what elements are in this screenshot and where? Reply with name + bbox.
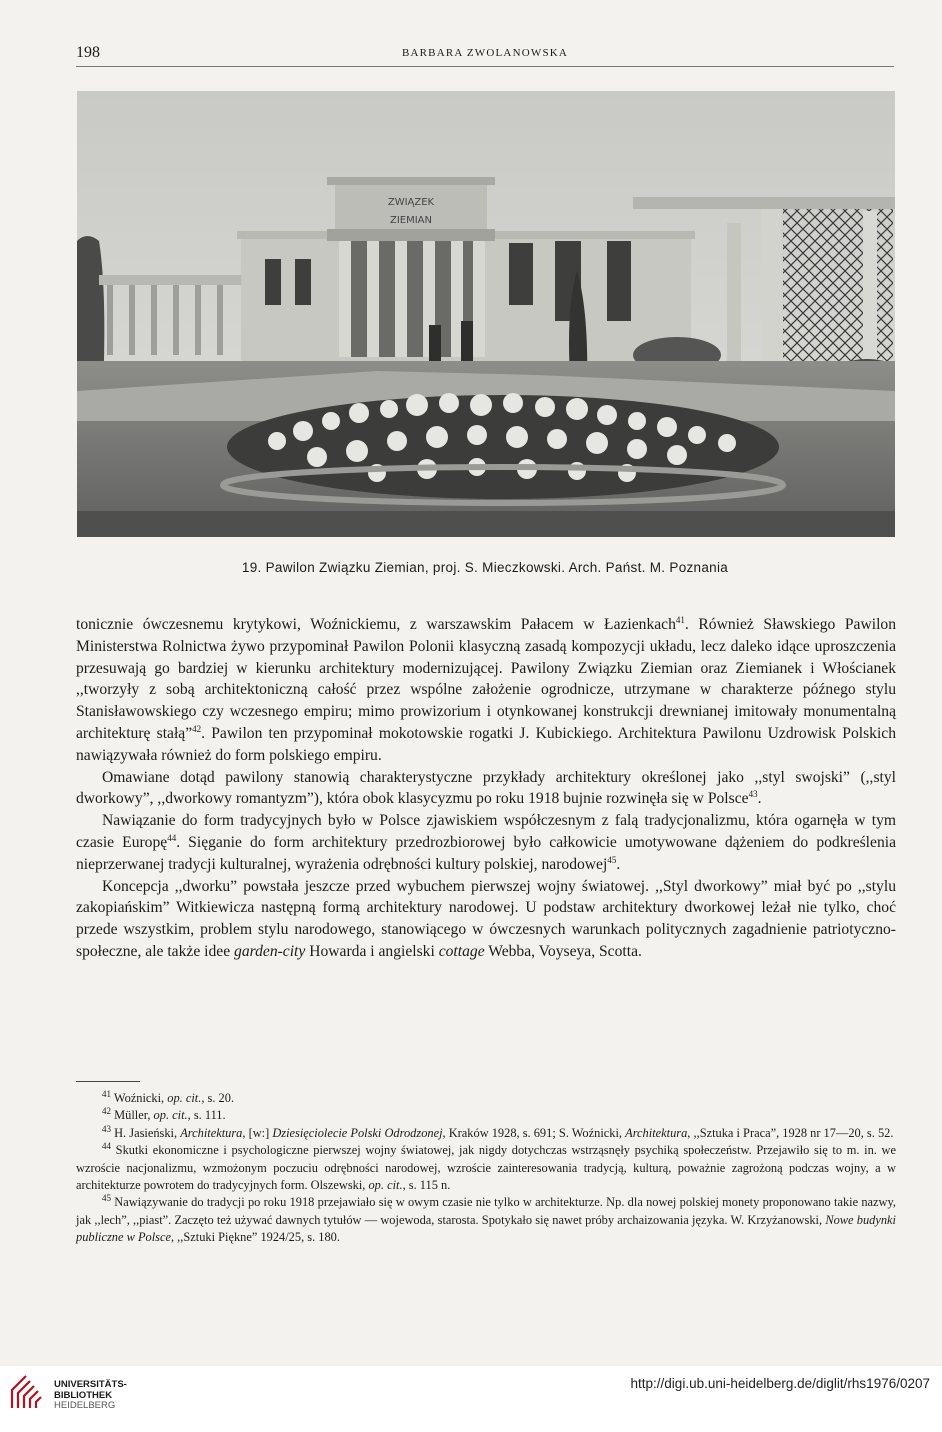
library-name-line2: BIBLIOTHEK <box>54 1389 113 1401</box>
pavilion-photograph <box>77 91 895 537</box>
building-sign-line1: ZWIĄZEK <box>387 197 435 208</box>
running-head: BARBARA ZWOLANOWSKA <box>401 47 569 59</box>
footnote-text: , Kraków 1928, s. 691; S. <box>442 1125 572 1140</box>
footnote-ref-abbrev: op. cit. <box>153 1108 188 1123</box>
paragraph-3 <box>76 810 896 875</box>
footnote-author: Müller, <box>114 1108 151 1123</box>
paragraph-1-text-cont: . Również Sławskiego Pawilon Ministerstwa Rolnictwa żywo przypominał Pawilon Polonii klasyczną zasadą kompozycji układu, lecz daleko idące uproszczenia przesuwają go bardziej w kierunku architektury modernizującej. Pawilony Związku Ziemian oraz Ziemianek i Włościanek ,,tworzyły z sobą architektoniczną całość przez wspólne założenie ogrodnicze, utrzymane w charakterze późnego stylu Stanisławowskiego czy wczesnego empiru; mimo prowizorium i otynkowanej konstrukcji drewnianej imitowały monumentalną architekturę stałą” <box>76 616 896 742</box>
paragraph-1-text: tonicznie ówczesnemu krytykowi, Woźnickiemu, z warszawskim Pałacem w Łazienkach <box>76 616 676 633</box>
footnote-title: Nowe budynki publiczne w Polsce <box>76 1212 896 1245</box>
footnote-title: Architektura <box>625 1125 688 1140</box>
footnote-number: 43 <box>102 1123 111 1134</box>
footnote-41 <box>76 1090 896 1107</box>
paragraph-2-text: Omawiane dotąd pawilony stanowią charakterystyczne przykłady architektury określonej jako ,,styl swojski” (,,styl dworkowy”, ,,dworkowy romantyzm”), która obok klasycyzmu po roku 1918 bujnie rozwinęła się w Polsce <box>76 768 896 808</box>
figure-caption: 19. Pawilon Związku Ziemian, proj. S. Mieczkowski. Arch. Państ. M. Poznania <box>241 560 729 575</box>
paragraph-4 <box>76 876 896 963</box>
footnote-number: 41 <box>102 1088 111 1099</box>
footnote-text: Nawiązywanie do tradycji po roku 1918 przejawiało się w owym czasie nie tylko w architekturze. Np. dla nowej polskiej monety proponowano takie nazwy, jak ,,lech”, ,,piast”. Zaczęto też używać dawnych tytułów — wojewoda, starosta. Spotykało się nawet próby archaizowania języka. W. <box>76 1195 896 1227</box>
footnote-ref-abbrev: op. cit. <box>167 1091 202 1105</box>
footnote-text: , s. 115 n. <box>402 1178 451 1193</box>
footnote-author: Olszewski, <box>310 1178 366 1193</box>
footnote-number: 45 <box>102 1193 111 1204</box>
paragraph-3-text: Nawiązanie do form tradycyjnych było w Polsce zjawiskiem współczesnym z falą tradycjonalizmu, która ogarnęła w tym czasie Europę <box>76 812 896 851</box>
paragraph-2 <box>76 767 896 811</box>
paragraph-4-text-end: Webba, Voyseya, Scotta. <box>484 942 642 960</box>
footnote-44 <box>76 1142 896 1194</box>
page-number: 198 <box>76 44 100 61</box>
footnote-author: Krzyżanowski, <box>747 1212 823 1227</box>
paragraph-4-italic-term: garden-city <box>234 942 306 960</box>
main-body-text <box>76 614 896 963</box>
library-name-line3: HEIDELBERG <box>54 1400 116 1411</box>
footnote-text: , ,,Sztuki Piękne” 1924/25, s. 180. <box>170 1230 340 1245</box>
footnote-ref-45[interactable]: 45 <box>607 854 617 865</box>
footnote-text: , s. 111. <box>187 1108 226 1123</box>
footnote-number: 44 <box>102 1141 111 1152</box>
building-sign-line2: ZIEMIAN <box>389 215 433 226</box>
footnote-author: Woźnicki, <box>571 1125 623 1140</box>
footnote-43 <box>76 1125 896 1142</box>
footnote-ref-abbrev: op. cit. <box>368 1178 403 1193</box>
paragraph-4-text: Koncepcja ,,dworku” powstała jeszcze przed wybuchem pierwszej wojny światowej. ,,Styl dworkowy” miał być po ,,stylu zakopiańskim” Witkiewicza następną formą architektury narodowej. U podstaw architektury dworkowej leżał nie tylko, choć przede wszystkim, problem stylu narodowego, stanowiącego w ówczesnych warunkach politycznych zagadnienie patriotyczno-społeczne, ale także idee <box>76 877 896 960</box>
paragraph-2-text-end: . <box>757 790 762 808</box>
footnote-number: 42 <box>102 1106 111 1117</box>
footnote-separator <box>76 1081 140 1082</box>
paragraph-4-italic-term-2: cottage <box>438 942 485 960</box>
footnote-ref-44[interactable]: 44 <box>167 832 177 843</box>
footnote-author: Woźnicki, <box>113 1091 165 1105</box>
footnote-ref-43[interactable]: 43 <box>748 789 758 800</box>
footnote-42 <box>76 1107 896 1124</box>
paragraph-3-text-cont: . Sięganie do form architektury przedrozbiorowej było całkowicie umotywowane dążeniem do podkreślenia nieprzerwanej tradycji kulturalnej, wyrażenia odrębności kultury polskiej, narodowej <box>76 833 896 873</box>
footnote-text: Skutki ekonomiczne i psychologiczne pierwszej wojny światowej, jak nigdy dotychczas wstrząsnęły psychiką społeczeństw. Przejawiło się to m. in. we wzroście nacjonalizmu, wzmożonym poczuciu odrębności narodowej, wzroście zainteresowania tradycją, kulturą, poważnie zagrożoną podczas wojny, a w architekturze powrotem do tradycyjnych form. <box>76 1143 896 1193</box>
paragraph-3-text-end: . <box>616 855 621 873</box>
footnote-title: Architektura <box>180 1125 243 1140</box>
library-name-line1: UNIVERSITÄTS- <box>54 1379 127 1390</box>
digitization-footer <box>0 1366 942 1432</box>
footnote-text: , s. 20. <box>201 1091 235 1105</box>
library-name <box>54 1380 127 1412</box>
page-header <box>76 44 894 67</box>
footnote-ref-42[interactable]: 42 <box>192 723 202 734</box>
ub-heidelberg-logo-icon[interactable] <box>8 1372 44 1412</box>
pavilion-photo-image <box>77 91 895 537</box>
paragraph-1-text-end: . Pawilon ten przypominał mokotowskie rogatki J. Kubickiego. Architektura Pawilonu Uzdrowisk Polskich nawiązywała również do form polskiego empiru. <box>76 724 896 764</box>
footnotes <box>76 1090 896 1247</box>
footnote-ref-41[interactable]: 41 <box>675 614 685 625</box>
footnote-45 <box>76 1194 896 1246</box>
footnote-text: , [w:] <box>242 1125 273 1140</box>
footnote-title: Dziesięciolecie Polski Odrodzonej <box>272 1125 443 1140</box>
paragraph-4-text-cont: Howarda i angielski <box>305 942 439 960</box>
paragraph-1 <box>76 614 896 767</box>
source-url-link[interactable]: http://digi.ub.uni-heidelberg.de/diglit/rhs1976/0207 <box>630 1376 930 1391</box>
footnote-text: , ,,Sztuka i Praca”, 1928 nr 17—20, s. 52. <box>687 1125 894 1140</box>
footnote-author: H. Jasieński, <box>114 1125 178 1140</box>
